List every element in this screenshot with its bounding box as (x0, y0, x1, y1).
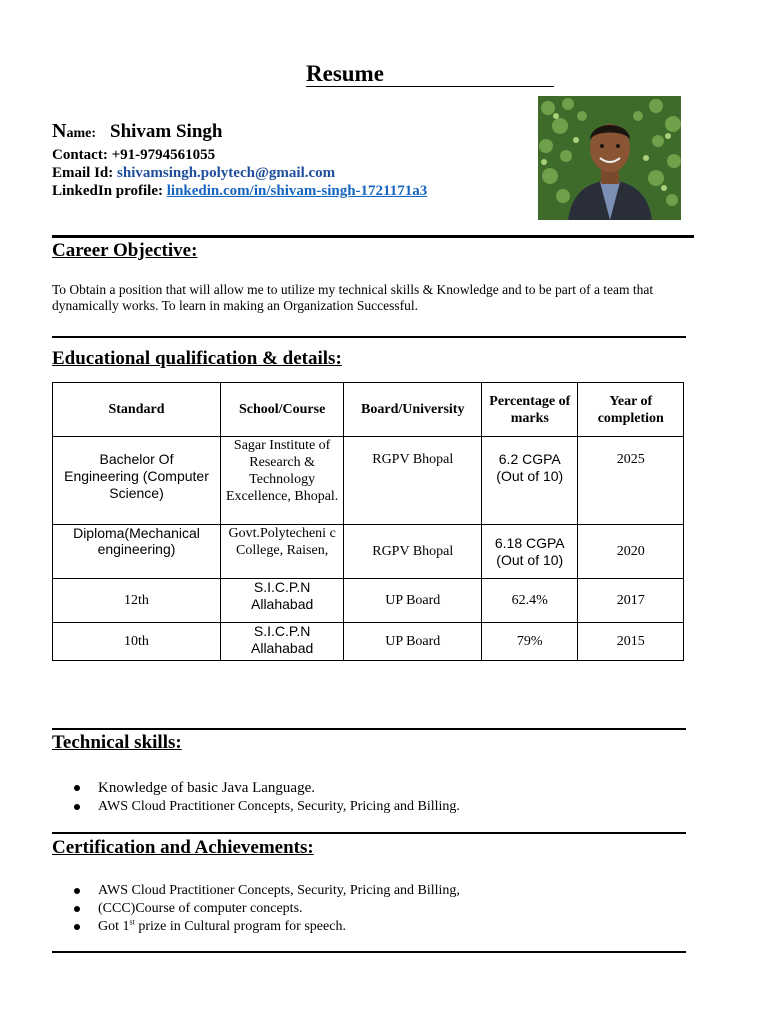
career-text: To Obtain a position that will allow me to utilize my technical skills & Knowledge and to be part of a team that dynamically works. To learn in making an Organization Successful. (52, 282, 654, 313)
board-cell: RGPV Bhopal (344, 525, 482, 579)
list-item (52, 900, 460, 918)
year-cell: 2017 (578, 579, 684, 623)
education-heading: Educational qualification & details: (52, 348, 342, 369)
skills-divider (52, 728, 686, 730)
bullet-icon (74, 785, 80, 791)
year-cell: 2025 (578, 437, 684, 525)
board-cell: UP Board (344, 579, 482, 623)
email-link[interactable]: shivamsingh.polytech@gmail.com (117, 165, 336, 181)
bullet-icon (74, 924, 80, 930)
education-table (52, 382, 684, 661)
cert-text: AWS Cloud Practitioner Concepts, Security, Pricing and Billing, (98, 883, 460, 898)
certs-divider (52, 832, 686, 834)
list-item (52, 882, 460, 900)
contact-label: Contact: (52, 147, 108, 163)
standard-cell: Bachelor Of Engineering (Computer Science) (53, 437, 221, 525)
list-item (52, 779, 460, 798)
skills-heading: Technical skills: (52, 732, 182, 753)
table-row (53, 579, 684, 623)
bullet-icon (74, 906, 80, 912)
bullet-icon (74, 804, 80, 810)
school-cell: S.I.C.P.N Allahabad (221, 623, 344, 661)
linkedin-link[interactable]: linkedin.com/in/shivam-singh-1721171a3 (166, 183, 428, 199)
bullet-icon (74, 888, 80, 894)
email-line (52, 164, 335, 182)
table-header-row (53, 383, 684, 437)
name-label-initial: N (52, 120, 67, 142)
certs-list (52, 882, 460, 936)
column-header: Year of completion (578, 383, 684, 437)
percentage-cell: 6.2 CGPA (Out of 10) (482, 437, 578, 525)
candidate-name: Shivam Singh (110, 121, 223, 142)
skills-list (52, 779, 460, 816)
header-divider (52, 235, 694, 238)
percentage-cell: 6.18 CGPA (Out of 10) (482, 525, 578, 579)
cert-text: Got 1 (98, 919, 130, 934)
cert-text: prize in Cultural program for speech. (134, 919, 346, 934)
standard-cell: 12th (53, 579, 221, 623)
resume-title: Resume (306, 60, 554, 87)
board-cell: RGPV Bhopal (344, 437, 482, 525)
name-row (52, 120, 222, 143)
linkedin-label: LinkedIn profile: (52, 183, 163, 199)
school-cell: Govt.Polytecheni c College, Raisen, (221, 525, 344, 579)
bottom-divider (52, 951, 686, 953)
skill-text: AWS Cloud Practitioner Concepts, Security, Pricing and Billing. (98, 799, 460, 814)
certs-heading: Certification and Achievements: (52, 837, 314, 858)
contact-line (52, 146, 215, 164)
profile-photo (538, 96, 681, 220)
career-heading: Career Objective: (52, 240, 198, 261)
standard-cell: 10th (53, 623, 221, 661)
standard-cell: Diploma(Mechanical engineering) (53, 525, 221, 579)
list-item (52, 798, 460, 816)
name-label-rest: ame: (66, 126, 96, 141)
superscript-text: st (129, 917, 135, 927)
year-cell: 2015 (578, 623, 684, 661)
linkedin-line (52, 182, 427, 200)
column-header: Percentage of marks (482, 383, 578, 437)
skill-text: Knowledge of basic Java Language. (98, 780, 316, 796)
table-row (53, 623, 684, 661)
school-cell: Sagar Institute of Research & Technology Excellence, Bhopal. (221, 437, 344, 525)
year-cell: 2020 (578, 525, 684, 579)
column-header: Standard (53, 383, 221, 437)
board-cell: UP Board (344, 623, 482, 661)
percentage-cell: 62.4% (482, 579, 578, 623)
email-label: Email Id: (52, 165, 114, 181)
column-header: School/Course (221, 383, 344, 437)
table-row (53, 437, 684, 525)
contact-value: +91-9794561055 (111, 147, 216, 163)
cert-text: (CCC)Course of computer concepts. (98, 901, 303, 916)
column-header: Board/University (344, 383, 482, 437)
table-row (53, 525, 684, 579)
school-cell: S.I.C.P.N Allahabad (221, 579, 344, 623)
percentage-cell: 79% (482, 623, 578, 661)
list-item (52, 918, 460, 936)
career-divider (52, 336, 686, 338)
